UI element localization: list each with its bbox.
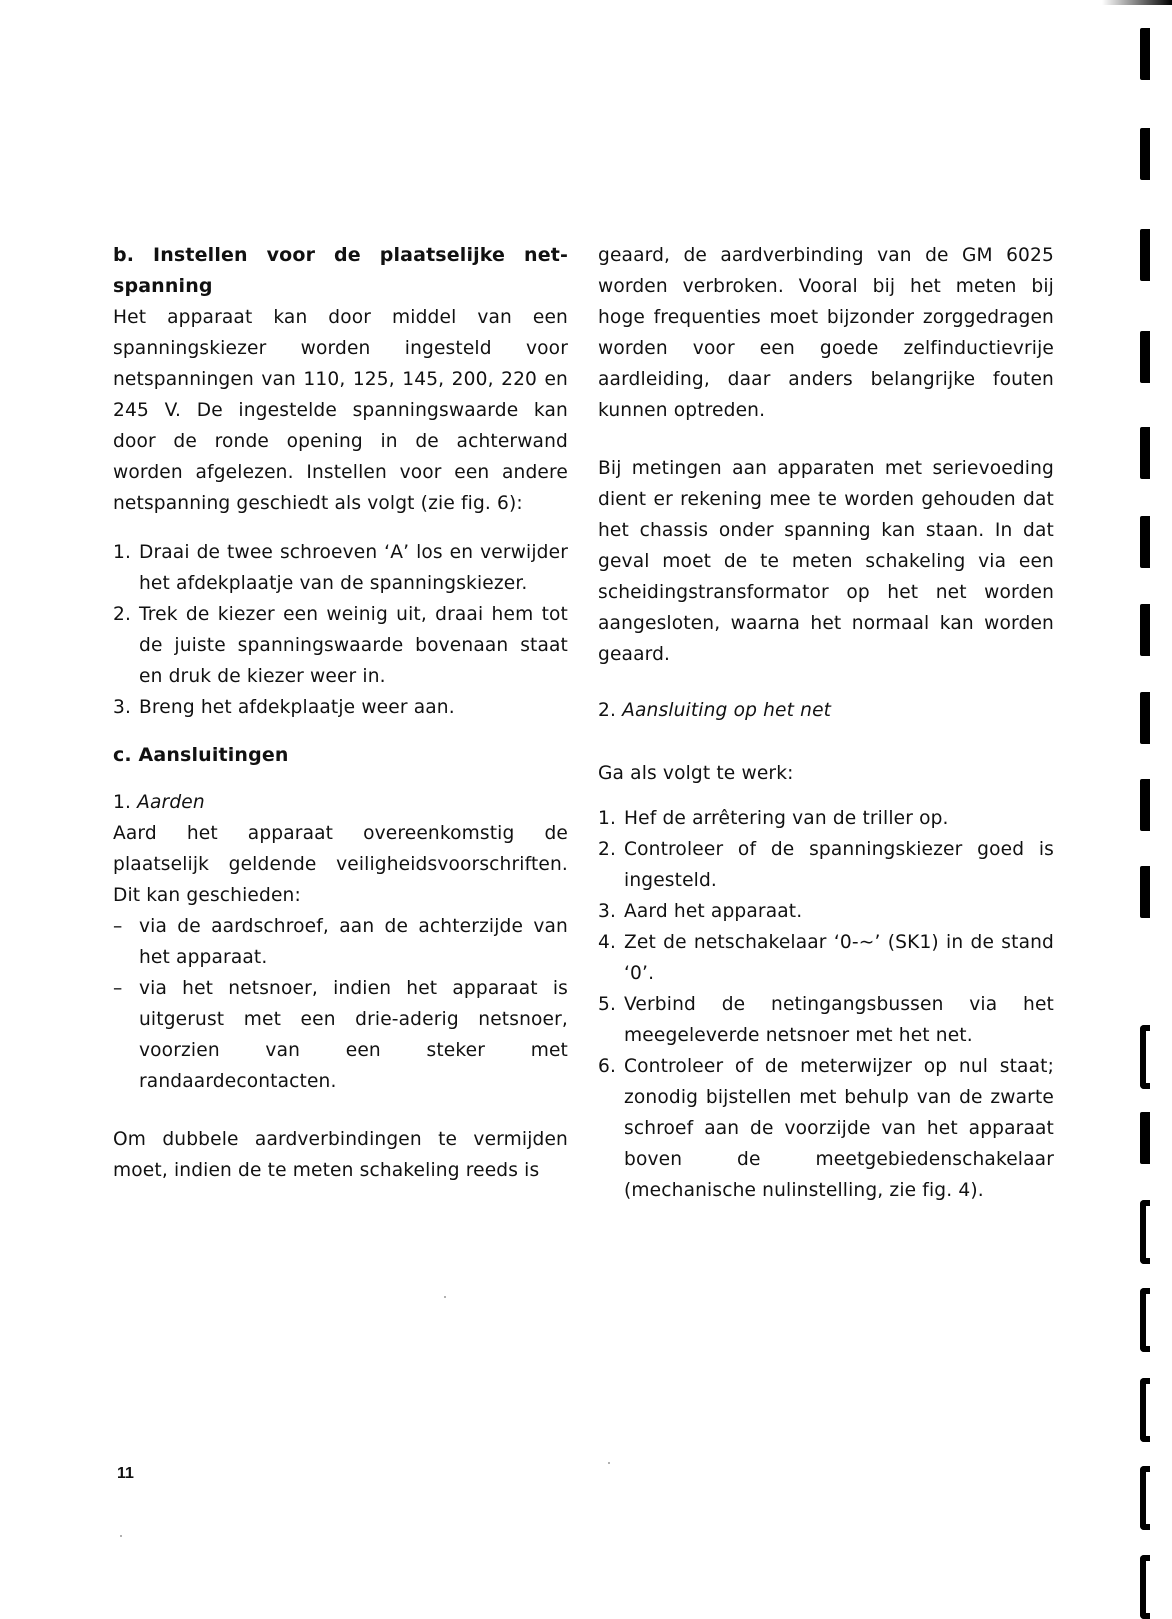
section-b-intro: Het apparaat kan door middel van een spanningskiezer worden ingesteld voor netspanningen van 110, 125, 145, 200, 220 en 245 V. De ingestelde spanningswaarde kan door de ronde opening in de achterwand worden afgelezen. Instellen voor een andere netspanning geschiedt als volgt (zie fig. 6): — [113, 307, 568, 514]
earthing-continuation: geaard, de aardverbinding van de GM 6025 worden verbroken. Vooral bij het meten bij hoge frequenties moet bijzonder zorggedragen worden voor een goede zelfinductievrije aardleiding, daar anders belangrijke fouten kunnen optreden. — [598, 245, 1054, 421]
subsection-number: 1. — [113, 792, 132, 813]
option-text: via de aardschroef, aan de achterzijde van het apparaat. — [139, 916, 568, 968]
page-number: 11 — [117, 1465, 134, 1482]
subsection-title: Aarden — [137, 792, 205, 813]
edge-mark — [1140, 692, 1150, 744]
subsection-mains-title — [598, 695, 1054, 726]
subsection-number: 2. — [598, 700, 617, 721]
list-item — [113, 911, 568, 973]
list-item — [598, 927, 1054, 989]
scan-speck — [444, 1296, 446, 1298]
edge-mark — [1140, 28, 1150, 80]
step-text: Trek de kiezer een weinig uit, draai hem tot de juiste spanningswaarde bovenaan staat en druk de kiezer weer in. — [139, 604, 568, 687]
step-marker: 4. — [598, 932, 617, 953]
step-text: Controleer of de meterwijzer op nul staat; zonodig bijstellen met behulp van de zwarte schroef aan de voorzijde van het apparaat boven de meetgebiedenschakelaar (mechanische nulinstelling, zie fig. 4). — [624, 1056, 1054, 1201]
list-item — [113, 599, 568, 692]
step-text: Draai de twee schroeven ‘A’ los en verwijder het afdekplaatje van de spanningskiezer. — [139, 542, 568, 594]
list-item — [598, 896, 1054, 927]
section-b-steps — [113, 537, 568, 723]
step-marker: 1. — [598, 808, 617, 829]
edge-index-marks — [1132, 0, 1172, 1597]
subsection-title: Aansluiting op het net — [622, 700, 832, 721]
list-item — [598, 834, 1054, 896]
step-text: Aard het apparaat. — [624, 901, 803, 922]
step-marker: 1. — [113, 542, 132, 563]
edge-mark — [1140, 128, 1150, 180]
step-text: Controleer of de spanningskiezer goed is ingesteld. — [624, 839, 1054, 891]
list-item — [113, 537, 568, 599]
right-column — [598, 240, 1054, 1206]
edge-mark — [1140, 604, 1150, 656]
step-text: Zet de netschakelaar ‘0-∼’ (SK1) in de stand ‘0’. — [624, 932, 1054, 984]
procedure-intro: Ga als volgt te werk: — [598, 763, 794, 784]
step-marker: 3. — [598, 901, 617, 922]
list-item — [598, 989, 1054, 1051]
dash-marker: – — [113, 916, 123, 937]
list-item — [113, 973, 568, 1097]
step-text: Verbind de netingangsbussen via het meegeleverde netsnoer met het net. — [624, 994, 1054, 1046]
list-item — [113, 692, 568, 723]
section-c-heading: c. Aansluitingen — [113, 744, 289, 766]
procedure-steps — [598, 803, 1054, 1206]
list-item — [598, 1051, 1054, 1206]
edge-mark — [1140, 779, 1150, 831]
scan-speck — [120, 1535, 122, 1537]
section-b-heading: b. Instellen voor de plaatselijke net-spanning — [113, 244, 568, 297]
edge-mark — [1140, 1288, 1150, 1352]
aarden-closing: Om dubbele aardverbindingen te vermijden moet, indien de te meten schakeling reeds is — [113, 1129, 568, 1181]
dash-marker: – — [113, 978, 123, 999]
edge-mark — [1140, 1555, 1150, 1619]
step-marker: 6. — [598, 1056, 617, 1077]
edge-mark — [1140, 516, 1150, 568]
edge-mark — [1140, 1025, 1150, 1089]
step-text: Breng het afdekplaatje weer aan. — [139, 697, 455, 718]
edge-mark — [1140, 229, 1150, 281]
step-marker: 2. — [598, 839, 617, 860]
step-marker: 5. — [598, 994, 617, 1015]
step-marker: 3. — [113, 697, 132, 718]
aarden-intro: Aard het apparaat overeenkomstig de plaatselijk geldende veiligheidsvoorschriften. Dit kan geschieden: — [113, 823, 568, 906]
subsection-aarden-title — [113, 787, 568, 818]
edge-mark — [1140, 1200, 1150, 1264]
edge-mark — [1140, 1466, 1150, 1530]
option-text: via het netsnoer, indien het apparaat is uitgerust met een drie-aderig netsnoer, voorzien van een steker met randaardecontacten. — [139, 978, 568, 1092]
edge-mark — [1140, 866, 1150, 918]
edge-mark — [1140, 1378, 1150, 1442]
aarden-options — [113, 911, 568, 1097]
step-marker: 2. — [113, 604, 132, 625]
list-item — [598, 803, 1054, 834]
series-supply-note: Bij metingen aan apparaten met serievoeding dient er rekening mee te worden gehouden dat het chassis onder spanning kan staan. In dat geval moet de te meten schakeling via een scheidingstransformator op het net worden aangesloten, waarna het normaal kan worden geaard. — [598, 458, 1054, 665]
edge-mark — [1140, 1112, 1150, 1164]
scan-speck — [608, 1462, 610, 1464]
edge-mark — [1140, 427, 1150, 479]
step-text: Hef de arrêtering van de triller op. — [624, 808, 949, 829]
edge-mark — [1140, 331, 1150, 383]
left-column — [113, 240, 568, 1186]
